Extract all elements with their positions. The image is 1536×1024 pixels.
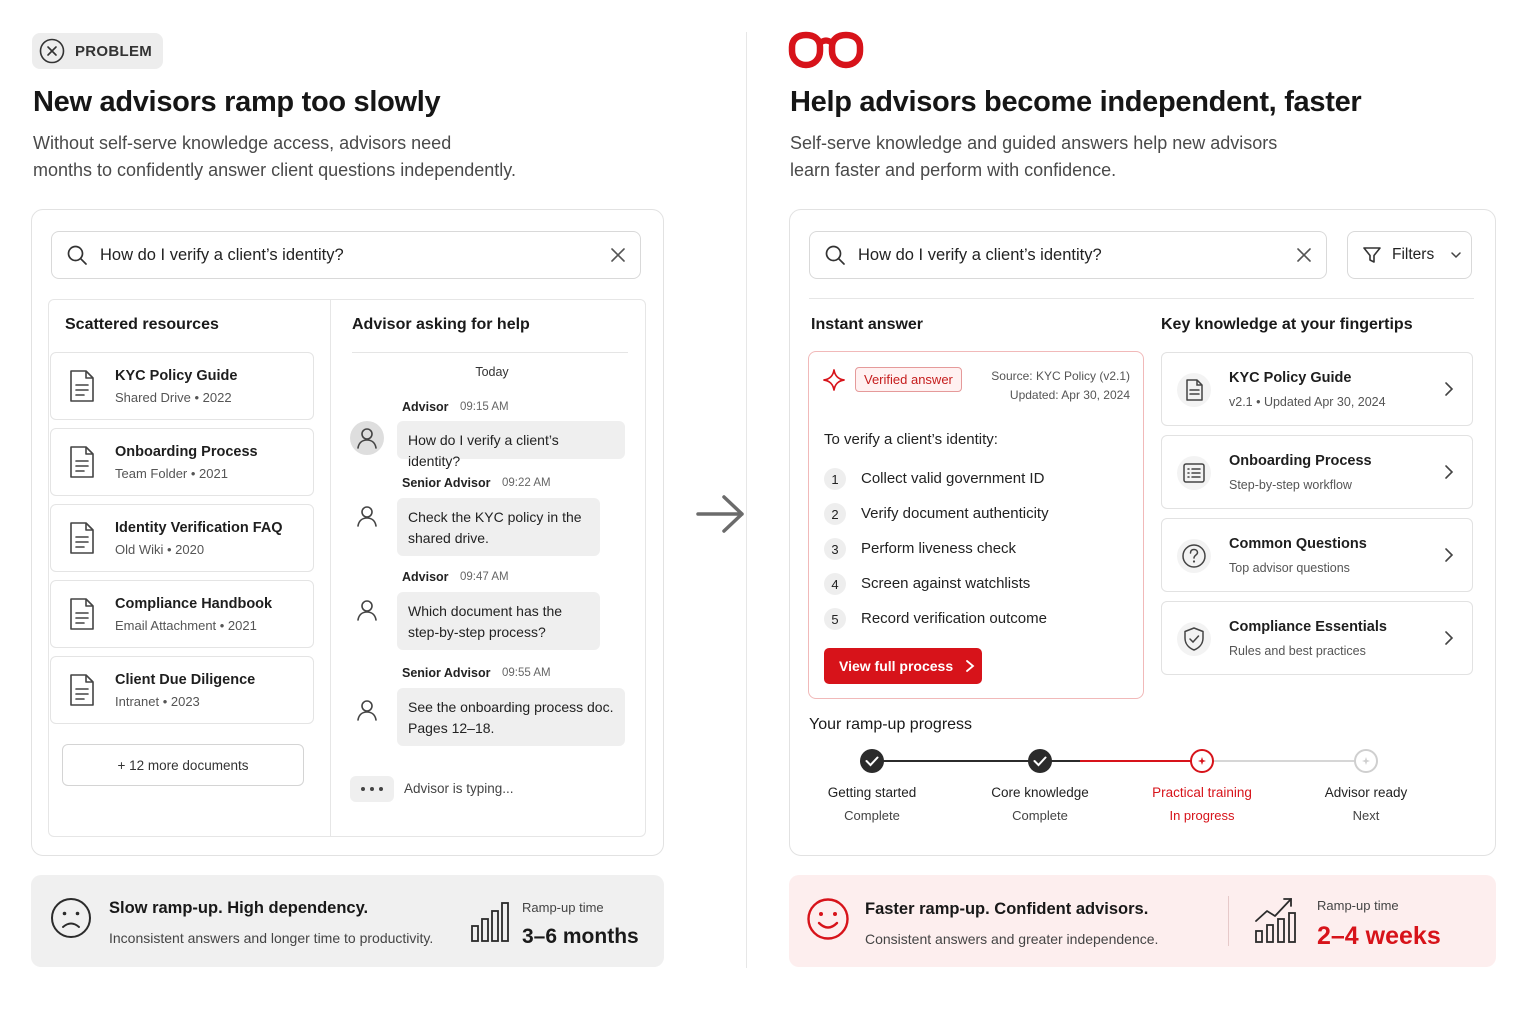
more-documents-button[interactable]: + 12 more documents <box>62 744 304 786</box>
left-ramp-value: 3–6 months <box>522 925 639 948</box>
search-icon <box>66 244 88 266</box>
answer-updated: Updated: Apr 30, 2024 <box>1009 388 1130 402</box>
document-icon <box>65 671 99 709</box>
left-outcome-bar <box>31 875 664 967</box>
shield-check-icon <box>1176 621 1212 657</box>
right-outcome-subtitle: Consistent answers and greater independence. <box>865 931 1159 947</box>
chevron-right-icon <box>1444 464 1454 485</box>
document-icon <box>65 443 99 481</box>
left-search-input[interactable]: How do I verify a client’s identity? <box>100 245 344 264</box>
clear-icon[interactable] <box>610 247 626 263</box>
chevron-right-icon <box>1444 630 1454 651</box>
knowledge-name: Onboarding Process <box>1229 453 1372 469</box>
resources-title: Scattered resources <box>65 316 219 333</box>
document-icon <box>65 595 99 633</box>
answer-intro: To verify a client’s identity: <box>824 431 998 448</box>
sparkle-icon <box>822 368 846 392</box>
chat-timestamp: 09:55 AM <box>502 667 551 679</box>
progress-step-status: Next <box>1352 808 1380 823</box>
view-full-process-label: View full process <box>839 658 954 674</box>
chat-bubble <box>397 498 600 556</box>
chat-sender: Advisor <box>402 400 449 414</box>
brand-logo-icon <box>788 31 864 69</box>
resource-name: Identity Verification FAQ <box>115 519 283 536</box>
resource-meta: Team Folder • 2021 <box>115 465 228 481</box>
knowledge-item[interactable] <box>1161 601 1473 675</box>
problem-badge-label: PROBLEM <box>75 42 153 60</box>
clear-icon[interactable] <box>1296 247 1312 263</box>
filter-icon <box>1362 245 1382 265</box>
document-icon <box>65 367 99 405</box>
knowledge-meta: Top advisor questions <box>1229 561 1350 575</box>
outcome-divider <box>1228 896 1229 946</box>
resource-name: Onboarding Process <box>115 443 258 460</box>
chat-message-line: shared drive. <box>408 530 489 546</box>
problem-badge <box>32 33 163 69</box>
sad-face-icon <box>50 897 92 939</box>
knowledge-item[interactable] <box>1161 352 1473 426</box>
typing-indicator: Advisor is typing... <box>404 781 514 796</box>
chat-bubble <box>397 592 600 650</box>
filters-label: Filters <box>1392 246 1435 263</box>
right-outcome-title: Faster ramp-up. Confident advisors. <box>865 900 1149 918</box>
checklist-icon <box>1176 455 1212 491</box>
growth-chart-icon <box>1253 895 1299 945</box>
instant-answer-title: Instant answer <box>811 316 924 333</box>
chat-day-label: Today <box>475 365 509 379</box>
progress-step-status: Complete <box>1012 808 1068 823</box>
right-title: Help advisors become independent, faster <box>790 86 1362 118</box>
knowledge-name: Compliance Essentials <box>1229 619 1387 635</box>
right-subtitle-line1: Self-serve knowledge and guided answers help new advisors <box>790 133 1278 153</box>
knowledge-item[interactable] <box>1161 518 1473 592</box>
chevron-right-icon <box>965 659 975 673</box>
right-search-input[interactable]: How do I verify a client’s identity? <box>858 245 1102 264</box>
resource-item[interactable] <box>50 352 314 420</box>
knowledge-name: KYC Policy Guide <box>1229 370 1352 386</box>
knowledge-meta: Rules and best practices <box>1229 644 1366 658</box>
chat-message-line: Which document has the <box>408 603 563 619</box>
happy-face-icon <box>806 897 850 941</box>
chat-sender: Advisor <box>402 570 449 584</box>
step-text: Perform liveness check <box>861 540 1017 557</box>
right-outcome-bar <box>789 875 1496 967</box>
answer-source: Source: KYC Policy (v2.1) <box>991 369 1130 383</box>
left-ramp-label: Ramp-up time <box>522 900 604 915</box>
instant-answer-card <box>808 351 1144 699</box>
step-text: Screen against watchlists <box>861 575 1031 592</box>
bar-chart-icon <box>470 901 510 943</box>
resource-meta: Old Wiki • 2020 <box>115 541 205 557</box>
knowledge-meta: Step-by-step workflow <box>1229 478 1352 492</box>
knowledge-meta: v2.1 • Updated Apr 30, 2024 <box>1229 395 1386 409</box>
document-icon <box>1176 372 1212 408</box>
right-header-divider <box>809 298 1474 299</box>
question-icon <box>1176 538 1212 574</box>
chat-message-line: See the onboarding process doc. <box>408 699 614 715</box>
chat-sender: Senior Advisor <box>402 666 491 680</box>
progress-title: Your ramp-up progress <box>809 716 973 733</box>
chat-bubble <box>397 688 625 746</box>
step-number: 2 <box>824 503 846 525</box>
close-circle-icon <box>39 38 65 64</box>
left-search-bar[interactable] <box>51 231 641 279</box>
chat-timestamp: 09:15 AM <box>460 401 509 413</box>
resource-name: KYC Policy Guide <box>115 367 238 384</box>
progress-step-label: Practical training <box>1152 785 1252 800</box>
search-icon <box>824 244 846 266</box>
chat-title-divider <box>352 352 628 353</box>
resource-item[interactable] <box>50 656 314 724</box>
avatar-icon <box>349 498 385 534</box>
right-ramp-label: Ramp-up time <box>1317 898 1399 913</box>
resource-item[interactable] <box>50 428 314 496</box>
step-text: Verify document authenticity <box>861 505 1049 522</box>
left-title: New advisors ramp too slowly <box>33 86 441 118</box>
typing-dots-icon <box>350 776 394 802</box>
progress-step-label: Advisor ready <box>1324 785 1408 800</box>
step-text: Record verification outcome <box>861 610 1047 627</box>
resource-name: Compliance Handbook <box>115 595 273 612</box>
resource-meta: Shared Drive • 2022 <box>115 389 232 405</box>
knowledge-item[interactable] <box>1161 435 1473 509</box>
chat-message-line: How do I verify a client’s identity? <box>408 432 559 469</box>
filters-button[interactable] <box>1347 231 1472 279</box>
arrow-right-icon <box>694 492 748 536</box>
step-number: 4 <box>824 573 846 595</box>
chat-title: Advisor asking for help <box>352 316 530 333</box>
resource-meta: Intranet • 2023 <box>115 693 200 709</box>
left-outcome-title: Slow ramp-up. High dependency. <box>109 899 369 917</box>
right-ramp-value: 2–4 weeks <box>1317 922 1441 950</box>
knowledge-title: Key knowledge at your fingertips <box>1161 316 1413 333</box>
progress-track <box>800 740 1500 784</box>
left-subtitle-line2: months to confidently answer client questions independently. <box>33 160 516 180</box>
chat-panel <box>330 299 646 837</box>
progress-step-status: In progress <box>1169 808 1235 823</box>
chat-message-line: Check the KYC policy in the <box>408 509 582 525</box>
knowledge-name: Common Questions <box>1229 536 1367 552</box>
chat-timestamp: 09:22 AM <box>502 477 551 489</box>
progress-step-label: Core knowledge <box>991 785 1089 800</box>
step-text: Collect valid government ID <box>861 470 1045 487</box>
view-full-process-button[interactable] <box>824 648 982 684</box>
resource-meta: Email Attachment • 2021 <box>115 617 257 633</box>
document-icon <box>65 519 99 557</box>
verified-answer-badge: Verified answer <box>855 367 962 392</box>
chat-sender: Senior Advisor <box>402 476 491 490</box>
step-number: 5 <box>824 608 846 630</box>
chevron-right-icon <box>1444 381 1454 402</box>
avatar-icon <box>349 692 385 728</box>
step-number: 1 <box>824 468 846 490</box>
right-search-bar[interactable] <box>809 231 1327 279</box>
resource-item[interactable] <box>50 504 314 572</box>
chat-timestamp: 09:47 AM <box>460 571 509 583</box>
resource-item[interactable] <box>50 580 314 648</box>
chevron-right-icon <box>1444 547 1454 568</box>
left-outcome-subtitle: Inconsistent answers and longer time to productivity. <box>109 930 434 946</box>
right-subtitle-line2: learn faster and perform with confidence. <box>790 160 1117 180</box>
avatar-icon <box>349 420 385 456</box>
chat-bubble <box>397 421 625 469</box>
avatar-icon <box>349 592 385 628</box>
resource-name: Client Due Diligence <box>115 671 256 688</box>
progress-step-label: Getting started <box>827 785 917 800</box>
chevron-down-icon <box>1450 249 1462 261</box>
step-number: 3 <box>824 538 846 560</box>
left-subtitle-line1: Without self-serve knowledge access, advisors need <box>33 133 452 153</box>
chat-message-line: step-by-step process? <box>408 624 546 640</box>
progress-step-status: Complete <box>844 808 900 823</box>
chat-message-line: Pages 12–18. <box>408 720 495 736</box>
